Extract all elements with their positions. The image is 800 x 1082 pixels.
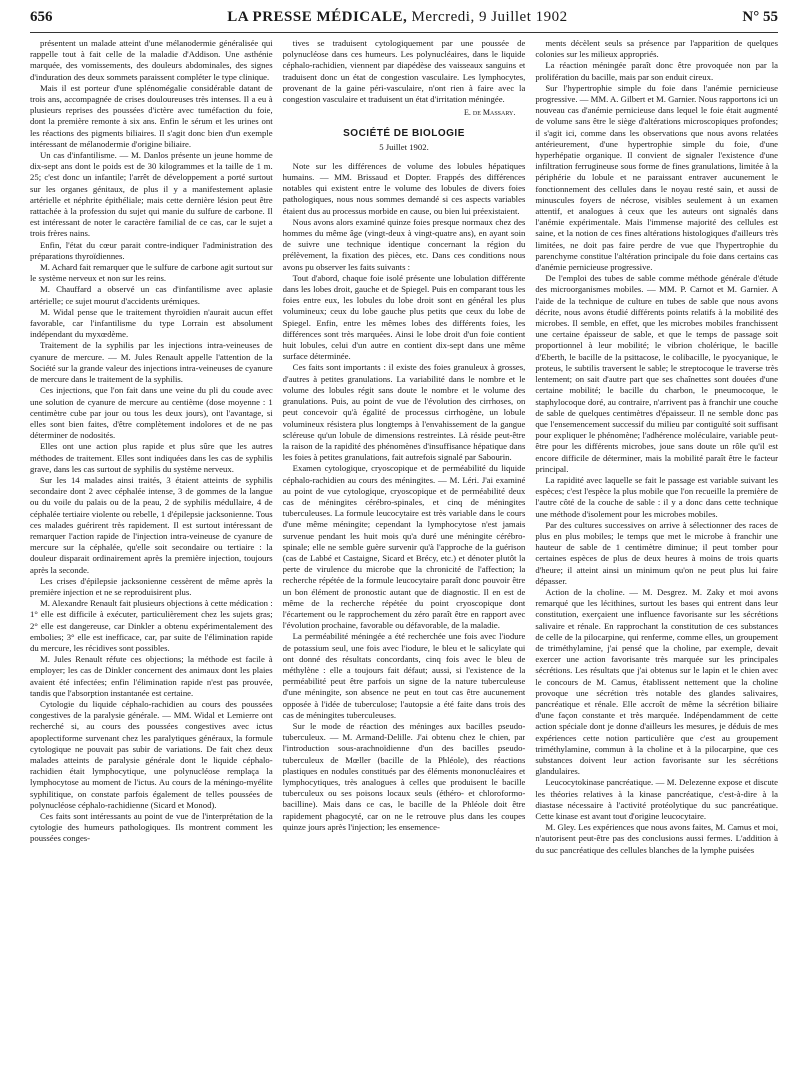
column-2-top [283, 38, 526, 105]
issue-number: N° 55 [742, 8, 778, 25]
column-1 [30, 38, 273, 1076]
paragraph: Elles ont une action plus rapide et plus sûre que les autres méthodes de traitement. Elles sont indiquées dans les cas de syphilis grave, dans les cas surtout de syphilis du système nerveux. [30, 441, 273, 474]
paragraph: M. Jules Renault réfute ces objections; la méthode est facile à employer; les cas de Dinkler concernent des animaux dont les plaies avaient été infectées; enfin l'élimination rapide n'est pas prouvée, tandis que l'absorption instantanée est certaine. [30, 654, 273, 698]
journal-name: LA PRESSE MÉDICALE, [227, 8, 408, 25]
paragraph: Un cas d'infantilisme. — M. Danlos présente un jeune homme de dix-sept ans dont le poids est de 30 kilogrammes et la taille de 1 m. 25; c'est donc un infantile; l'arrêt de développement a porté surtout sur les organes génitaux, de plus il y a manifestement aplasie artérielle et néphrite épithéliale; mais cette dernière lésion peut être rattachée à la profession du sujet qui manie du sulfure de carbone. Il est intéressant de noter le caractère familial de ce cas, car le sujet a trois frères nains. [30, 150, 273, 239]
paragraph: Action de la choline. — M. Desgrez. M. Zaky et moi avons remarqué que les lécithines, surtout les bases qui entrent dans leur constitution, exerçaient une influence favorisante sur les sécrétions salivaire et rénale. En rapprochant la constitution de ces substances de celle de la pilocarpine, qui renferme, comme elles, un groupement de triméthylamine, j'ai pensé que la choline, par exemple, devait exercer une action favorisante très marquée sur les principales sécrétions. Les résultats que j'ai obtenus sur le lapin et le chien avec le concours de M. Camus, établissent nettement que la choline provoque une sécrétion très notable des glandes salivaires, pancréatique et rénale. Elle accroît de même la sécrétion biliaire d'une façon constante et très marquée. Indépendamment de cette action spéciale dont je donne d'ailleurs les mesures, je déduis de mes expériences cette notion particulière que c'est au groupement triméthylamine, commun à la choline et à la pilocarpine, que ces substances doivent leur action favorisante sur les sécrétions glandulaires. [535, 586, 779, 777]
paragraph: Cytologie du liquide céphalo-rachidien au cours des poussées congestives de la paralysie générale. — MM. Widal et Lemierre ont recherché si, au cours des poussées congestives avec ictus apoplectiforme survenant chez les paralytiques généraux, la formule cytologique ne pouvait pas subir de variations. De fait chez deux malades atteints de paralysie générale dont le liquide céphalo-rachidien était lymphocytique, une polynucléose remplaça la lymphocytose au moment de l'ictus. Au cours de la méningo-myélite syphilitique, on constate parfois également de telles poussées de polynucléose céphalo-rachidienne (Sicard et Monod). [30, 698, 273, 810]
section-title: SOCIÉTÉ DE BIOLOGIE [343, 128, 465, 140]
column-2-body [283, 161, 526, 833]
paragraph: ments décèlent seuls sa présence par l'apparition de quelques colonies sur les milieux appropriés. [535, 38, 779, 60]
journal-title [227, 9, 567, 26]
header-rule [30, 32, 778, 33]
paragraph: M. Chauffard a observé un cas d'infantilisme avec aplasie artérielle; ce sujet mourut d'accidents urémiques. [30, 284, 273, 306]
paragraph: M. Achard fait remarquer que le sulfure de carbone agit surtout sur le système nerveux et non sur les reins. [30, 262, 273, 284]
paragraph: Ces faits sont importants : il existe des foies granuleux à grosses, d'autres à petites granulations. La variabilité dans le nombre et le volume des lobules régit sans doute le nombre et le volume des granulations. Puis, au point de vue de l'évolution des cirrhoses, on peut concevoir qu'à égalité de processus cirrhogène, un lobule volumineux résistera plus longtemps à l'envahissement de la gangue scléreuse qu'un lobule de dimensions restreintes. Là réside peut-être la raison de la rapidité des phénomènes d'insuffisance hépatique dans les foies à petites granulations, fait autrefois signalé par Sabourin. [282, 362, 526, 463]
author-signature: E. de Massary. [464, 108, 516, 118]
section-date: 5 Juillet 1902. [379, 141, 429, 152]
paragraph: Ces injections, que l'on fait dans une veine du pli du coude avec une solution de cyanure de mercure au centième (dose moyenne : 1 centimètre cube par jour ou tous les deux jours), ont l'avantage, si elles sont bien faites, d'être complètement indolores et de ne pas déterminer de nodosités. [30, 385, 273, 441]
paragraph: Les crises d'épilepsie jacksonienne cessèrent de même après la première injection et ne se reproduisirent plus. [30, 575, 273, 597]
paragraph: Leucocytokinase pancréatique. — M. Delezenne expose et discute les théories relatives à la kinase pancréatique, c'est-à-dire à la diastase nécessaire à l'activité protéolytique du suc pancréatique. Cette kinase est avant tout d'origine leucocytaire. [535, 777, 779, 822]
paragraph: M. Widal pense que le traitement thyroïdien n'aurait aucun effet favorable, car l'infantilisme du type Lorrain est absolument indépendant du myxœdème. [30, 306, 273, 340]
paragraph: Sur l'hypertrophie simple du foie dans l'anémie pernicieuse progressive. — MM. A. Gilbert et M. Garnier. Nous rapportons ici un nouveau cas d'anémie pernicieuse dans lequel le foie était augmenté de volume sans être le siège d'altérations microscopiques profondes; il s'agit ici, comme dans les observations que nous avons relatées antérieurement, d'une hypertrophie simple du foie, d'une hyperhépatie organique. Il convient de signaler l'existence d'une infiltration ferrugineuse sous forme de fines granulations, limitée à la périphérie du lobule et ne paraissant entraver aucunement le fonctionnement des cellules dans le noyau resté sain, et aussi de minuscules foyers de nécrose, visibles seulement à un examen attentif, et analogues à ceux que les auteurs ont signalés dans l'anémie expérimentale. Mais l'immense majorité des cellules est saine, et la notion de ces fines altérations histologiques d'ailleurs très limitées, ne doit pas faire perdre de vue que l'hypertrophie du parenchyme constitue l'altération principale du foie dans certains cas d'anémie pernicieuse progressive. [535, 82, 779, 273]
paragraph: Tout d'abord, chaque foie isolé présente une lobulation différente dans les lobes droit, gauche et de Spiegel. Puis en comparant tous les foies entre eux, les lobules du lobe droit sont en général les plus volumineux; ceux du lobe gauche plus petits que ceux du lobe de Spiegel. Enfin, entre les mêmes lobes des différents foies, les différences sont très marquées. Ainsi le lobe droit d'un foie contient huit lobules, celui d'un autre en contient dix-sept dans une même surface déterminée. [282, 272, 526, 362]
paragraph: Examen cytologique, cryoscopique et de perméabilité du liquide céphalo-rachidien au cours des méningites. — M. Léri. J'ai examiné au point de vue cytologique, cryoscopique et de perméabilité deux cas de méningites cérébro-spinales, et cinq de méningites tuberculeuses. La formule leucocytaire est très variable dans le cours d'une même méningite; cependant la lymphocytose n'est jamais survenue pendant les huit mois qu'a duré une méningite cérébro-spinale; elle ne semble guère survenir qu'à l'approche de la guérison (cas de Labbé et Castaigne, Sicard et Brécy, etc.) et dénoter plutôt la perte de virulence du microbe que la chronicité de l'affection; la recherche répétée de la formule leucocytaire paraît donc pouvoir être un bon élément de pronostic autant que de diagnostic. Il en est de même de la recherche répétée du point cryoscopique dont l'écartement ou le rapprochement du zéro paraît être en rapport avec l'évolution prochaine, favorable ou défavorable, de la maladie. [282, 463, 526, 631]
paragraph: La rapidité avec laquelle se fait le passage est variable suivant les espèces; c'est l'espèce la plus mobile que l'on recueille la première de l'autre côté de la couche de sable : il y a donc dans cette technique une méthode d'isolement pour les microbes mobiles. [535, 474, 779, 519]
paragraph: La perméabilité méningée a été recherchée une fois avec l'iodure de potassium seul, une fois avec l'iodure, le bleu et le salicylate qui ont donné des résultats concordants, cinq fois avec le bleu de méthylène : elle a toujours fait défaut; aussi, si l'existence de la perméabilité peut être parfois un signe de la nature tuberculeuse d'une méningite, son absence ne peut en tout cas être aucunement opposée à l'idée de tuberculose; l'autopsie a été faite dans trois des cas de méningites tuberculeuses. [282, 631, 526, 720]
paragraph: M. Alexandre Renault fait plusieurs objections à cette médication : 1° elle est difficile à exécuter, particulièrement chez les sujets gras; 2° elle est dangereuse, car Dinkler a obtenu expérimentalement des embolies; 3° elle est inefficace, car, par suite de l'élimination rapide du mercure, les récidives sont possibles. [30, 598, 273, 653]
paragraph: tives se traduisent cytologiquement par une poussée de polynucléose dans ces humeurs. Les polynucléaires, dans le liquide céphalo-rachidien, viennent par diapédèse des vaisseaux sanguins et traduisent donc un état de congestion vasculaire. Les lymphocytes, provenant de la gaine péri-vasculaire, n'ont rien à faire avec la congestion vasculaire et traduisent un état d'irritation méningée. [282, 38, 526, 105]
page-number: 656 [30, 8, 53, 25]
issue-date: Mercredi, 9 Juillet 1902 [411, 8, 568, 25]
paragraph: La réaction méningée paraît donc être provoquée non par la prolifération du bacille, mais par son enduit cireux. [535, 60, 779, 82]
paragraph: Enfin, l'état du cœur parait contre-indiquer l'administration des préparations thyroïdiennes. [30, 239, 273, 261]
paragraph: présentent un malade atteint d'une mélanodermie généralisée qui rappelle tout à fait celle de la maladie d'Addison. Une asthénie marquée, des vomissements, des douleurs abdominales, des signes d'induration des deux sommets paraissent compléter le type clinique. [30, 38, 273, 82]
column-3 [535, 38, 778, 1076]
paragraph: M. Gley. Les expériences que nous avons faites, M. Camus et moi, n'autorisent peut-être pas des conclusions aussi fermes. L'addition à du suc pancréatique des cellules blanches de la lymphe puisées [535, 822, 779, 855]
paragraph: Nous avons alors examiné quinze foies presque normaux chez des hommes du même âge (vingt-deux à vingt-quatre ans), en ayant soin de suivre une technique identique concernant la région du prélèvement, la fixation des pièces, etc. Dans ces conditions nous avons pu observer les faits suivants : [282, 216, 526, 272]
paragraph: Note sur les différences de volume des lobules hépatiques humains. — MM. Brissaud et Dopter. Frappés des différences notables qui existent entre le volume des lobules de divers foies pathologiques, nous nous sommes demandé si ces aspects variables étaient dus au processus morbide en cause, ou bien lui préexistaient. [282, 160, 526, 216]
column-2 [283, 38, 526, 1076]
page-header [30, 6, 778, 28]
paragraph: Par des cultures successives on arrive à sélectionner des races de plus en plus mobiles; le temps que met le microbe à franchir une hauteur de sable de 1 centimètre diminue; il peut tomber pour certaines espèces de plus de deux heures à moins de trois quarts d'heure; il atteint ainsi un minimum qu'on ne peut plus lui faire dépasser. [535, 519, 779, 586]
paragraph: De l'emploi des tubes de sable comme méthode générale d'étude des microorganismes mobiles. — MM. P. Carnot et M. Garnier. A l'aide de la technique de culture en tubes de sable que nous avons décrite, nous avons étudié différents points relatifs à la mobilité des microbes. Il semble, en effet, que les microbes mobiles franchissent une certaine épaisseur de sable, et que le temps de passage soit proportionnel à leur mobilité; le vibrion cholérique, le bacille d'Eberth, le bacille de la psittacose, le colibacille, le pyocyanique, le proteus, le subtilis traversent le sable; le streptocoque le traverse très lentement; on sait d'autre part que ses chaînettes sont douées d'une certaine mobilité; le bacille du charbon, le pneumocoque, le staphylocoque doré, au contraire, n'arrivent pas à franchir une couche de sable de quelques centimètres d'épaisseur. Il ne semble donc pas que l'ensemencement successif du milieu par contiguïté soit suffisant pour expliquer le phénomène; l'adhérence moléculaire, variable peut-être pour les différents microbes, joue sans doute un rôle qu'il est encore difficile de déterminer, mais la mobilité paraît être le facteur principal. [535, 273, 779, 474]
article-columns [30, 38, 778, 1076]
paragraph: Mais il est porteur d'une splénomégalie considérable datant de trois ans, accompagnée de crises douloureuses très intenses. Il a eu à plusieurs reprises des poussées d'ictère avec tuméfaction du foie, dont la première remonte à six ans. Enfin le sérum et les urines ont les réactions des pigments biliaires. Il s'agit donc bien d'un exemple intéressant de mélanodermie d'origine biliaire. [30, 82, 273, 149]
paragraph: Ces faits sont intéressants au point de vue de l'interprétation de la cytologie des humeurs pathologiques. Ils montrent comment les poussées conges- [30, 811, 273, 844]
paragraph: Traitement de la syphilis par les injections intra-veineuses de cyanure de mercure. — M. Jules Renault appelle l'attention de la Société sur la grande valeur des injections intra-veineuses de cyanure de mercure dans le traitement de la syphilis. [30, 340, 273, 385]
paragraph: Sur le mode de réaction des méninges aux bacilles pseudo-tuberculeux. — M. Armand-Delille. J'ai obtenu chez le chien, par l'introduction sous-arachnoïdienne d'un des bacilles pseudo-tuberculeux de Mœller (bacille de la Phléole), des réactions plastiques en nodules constitués par des éléments mononucléaires et lymphocytiques, très analogues à celles que produisent le bacille tuberculeux ou ses poisons locaux seuls (éthéro- et chloroformo-bacilline). Mais dans ce cas, le bacille de la Phléole doit être rapidement phagocyté, car on ne le retrouve plus dans les coupes quinze jours après l'injection; les ensemence- [282, 720, 526, 832]
paragraph: Sur les 14 malades ainsi traités, 3 étaient atteints de syphilis secondaire dont 2 avec céphalée intense, 3 de gommes de la langue ou du voile du palais ou de la peau, 2 de syphilis médullaire, 4 de céphalée tertiaire violente ou rebelle, 1 d'épilepsie jacksonienne. Tous ces malades guérirent très rapidement. Il est surtout intéressant de remarquer l'action rapide de l'injection intra-veineuse de cyanure de mercure sur la céphalée, qu'elle soit secondaire ou tertiaire : la douleur disparait ordinairement après la première injection, toujours après la seconde. [30, 474, 273, 575]
